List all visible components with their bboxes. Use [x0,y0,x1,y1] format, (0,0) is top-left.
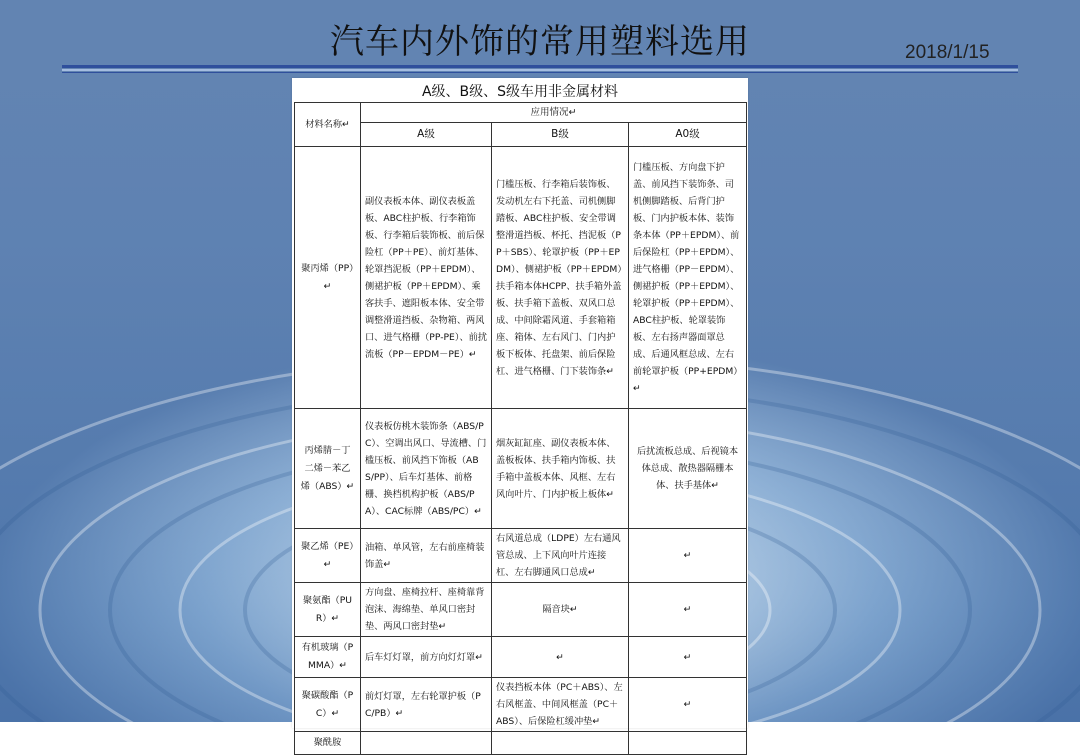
header-grade-a: A级 [361,123,492,147]
grade-b-cell: 隔音块↵ [492,583,629,637]
material-name: 丙烯腈－丁二烯－苯乙烯（ABS）↵ [295,409,361,529]
title-rule-top [62,65,1018,68]
material-name: 聚碳酸酯（PC）↵ [295,678,361,732]
grade-a-cell: 后车灯灯罩，前方向灯灯罩↵ [361,637,492,678]
grade-b-cell: ↵ [492,637,629,678]
table-row [295,678,747,732]
grade-a0-cell: ↵ [629,637,747,678]
material-name: 聚氨酯（PUR）↵ [295,583,361,637]
material-name: 有机玻璃（PMMA）↵ [295,637,361,678]
grade-a-cell: 副仪表板本体、副仪表板盖板、ABC柱护板、行李箱饰板、行李箱后装饰板、前后保险杠（PP＋PE）、前灯基体、轮罩挡泥板（PP＋EPDM）、侧裙护板（PP＋EPDM）、乘客扶手、遮阳板本体、安全带调整滑道挡板、杂物箱、两风口、进气格栅（PP-PE）、前扰流板（PP－EPDM－PE）↵ [361,147,492,409]
grade-a0-cell: ↵ [629,529,747,583]
grade-a-cell: 仪表板仿桃木装饰条（ABS/PC）、空调出风口、导流槽、门槛压板、前风挡下饰板（ABS/PP）、后车灯基体、前格栅、换档机构护板（ABS/PA）、CAC标牌（ABS/PC）↵ [361,409,492,529]
header-material: 材料名称↵ [295,103,361,147]
slide-title: 汽车内外饰的常用塑料选用 [330,22,750,62]
grade-b-cell: 烟灰缸缸座、副仪表板本体、盖板板体、扶手箱内饰板、扶手箱中盖板本体、风框、左右风向叶片、门内护板上板体↵ [492,409,629,529]
grade-a-cell [361,732,492,755]
grade-a-cell: 前灯灯罩，左右轮罩护板（PC/PB）↵ [361,678,492,732]
header-grade-a0: A0级 [629,123,747,147]
material-name: 聚酰胺 [295,732,361,755]
grade-a0-cell: 后扰流板总成、后视镜本体总成、散热器隔栅本体、扶手基体↵ [629,409,747,529]
grade-b-cell: 仪表挡板本体（PC＋ABS）、左右风框盖、中间风框盖（PC＋ABS）、后保险杠缓冲垫↵ [492,678,629,732]
header-grade-b: B级 [492,123,629,147]
header-row [295,103,747,123]
header-application: 应用情况↵ [361,103,747,123]
grade-a0-cell: ↵ [629,678,747,732]
table-row [295,637,747,678]
grade-b-cell: 右风道总成（LDPE）左右通风管总成、上下风向叶片连接杠、左右脚通风口总成↵ [492,529,629,583]
grade-a-cell: 油箱、单风管，左右前座椅装饰盖↵ [361,529,492,583]
grade-a0-cell: ↵ [629,583,747,637]
grade-a0-cell: 门槛压板、方向盘下护盖、前风挡下装饰条、司机侧脚踏板、后背门护板、门内护板本体、装饰条本体（PP＋EPDM）、前后保险杠（PP＋EPDM）、进气格栅（PP－EPDM）、侧裙护板（PP＋EPDM）、轮罩护板（PP＋EPDM）、ABC柱护板、轮罩装饰板、左右扬声器面罩总成、后通风框总成、左右前轮罩护板（PP+EPDM）↵ [629,147,747,409]
table-row [295,732,747,755]
grade-a0-cell [629,732,747,755]
table-row [295,529,747,583]
table-row [295,583,747,637]
grade-b-cell: 门槛压板、行李箱后装饰板、发动机左右下托盖、司机侧脚踏板、ABC柱护板、安全带调整滑道挡板、杯托、挡泥板（PP＋SBS）、轮罩护板（PP＋EPDM）、侧裙护板（PP＋EPDM）扶手箱本体HCPP、扶手箱外盖板、扶手箱下盖板、双风口总成、中间除霜风道、手套箱箱座、箱体、左右风门、门内护板下板体、托盘架、前后保险杠、进气格栅、门下装饰条↵ [492,147,629,409]
table-row [295,147,747,409]
header-subrow [295,123,747,147]
materials-table [294,102,747,755]
title-rule-bottom [62,72,1018,73]
table-row [295,409,747,529]
material-name: 聚丙烯（PP）↵ [295,147,361,409]
slide-date: 2018/1/15 [905,42,990,63]
material-name: 聚乙烯（PE）↵ [295,529,361,583]
grade-b-cell [492,732,629,755]
document-image [292,78,748,748]
grade-a-cell: 方向盘、座椅拉杆、座椅靠背泡沫、海绵垫、单风口密封垫、两风口密封垫↵ [361,583,492,637]
table-caption: A级、B级、S级车用非金属材料 [421,84,619,100]
title-rule-middle [62,69,1018,71]
